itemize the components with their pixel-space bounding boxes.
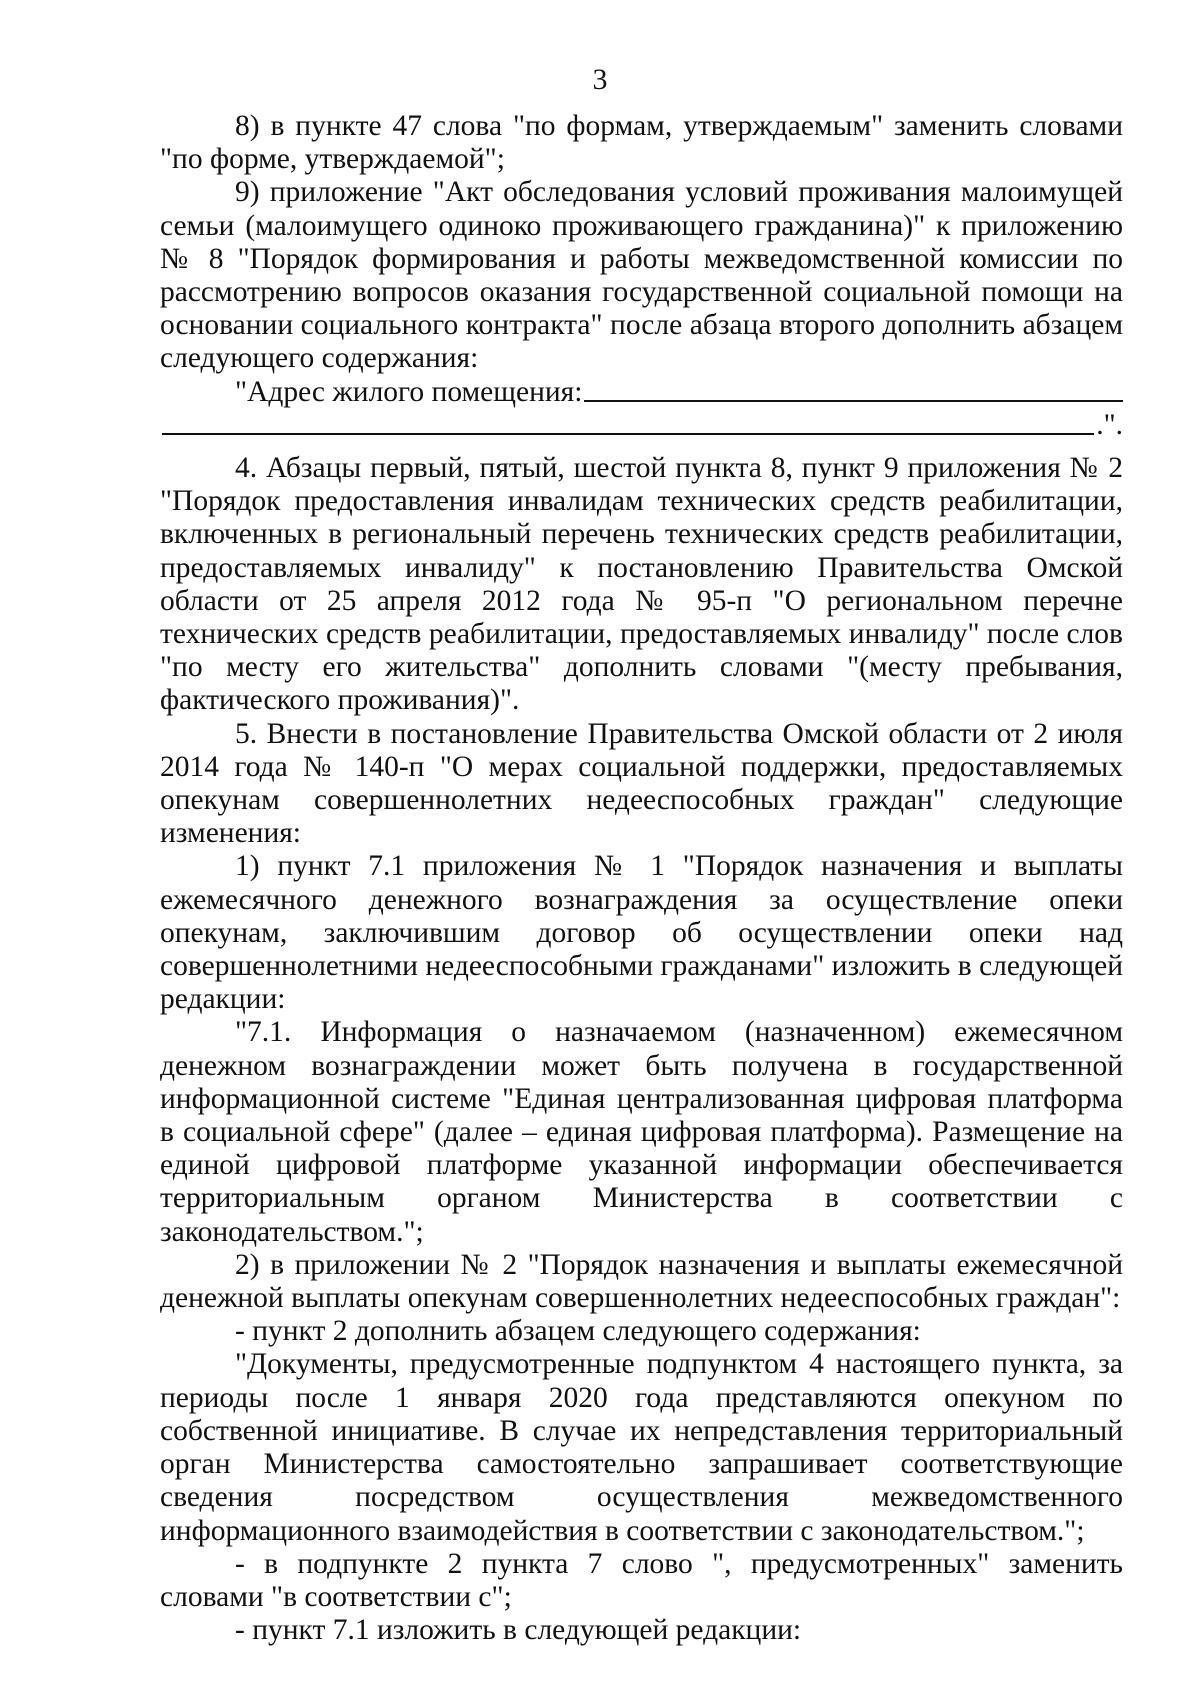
document-body: [160, 110, 1123, 1647]
address-fill-line: [160, 376, 1123, 409]
paragraph-item-8: 8) в пункте 47 слова "по формам, утверждаемым" заменить словами "по форме, утверждаемой";: [160, 110, 1123, 176]
paragraph-section-5-item-1: 1) пункт 7.1 приложения № 1 "Порядок назначения и выплаты ежемесячного денежного вознаграждения за осуществление опеки опекунам, заключившим договор об осуществлении опеки над совершеннолетними недееспособными гражданами" изложить в следующей редакции:: [160, 850, 1123, 1016]
address-continuation-line: [160, 409, 1123, 442]
paragraph-point-7-1-new: - пункт 7.1 изложить в следующей редакции:: [235, 1614, 802, 1647]
section-spacer: [160, 442, 1123, 452]
address-blank-rule: [584, 400, 1123, 402]
page-number: 3: [592, 63, 608, 96]
paragraph-section-4: 4. Абзацы первый, пятый, шестой пункта 8, пункт 9 приложения № 2 "Порядок предоставления инвалидам технических средств реабилитации, включенных в региональный перечень технических средств реабилитации, предоставляемых инвалиду" к постановлению Правительства Омской области от 25 апреля 2012 года № 95-п "О региональном перечне технических средств реабилитации, предоставляемых инвалиду" после слов "по месту его жительства" дополнить словами "(месту пребывания, фактического проживания)".: [160, 452, 1123, 717]
paragraph-section-5: 5. Внести в постановление Правительства Омской области от 2 июля 2014 года № 140-п "О мерах социальной поддержки, предоставляемых опекунам совершеннолетних недееспособных граждан" следующие изменения:: [160, 717, 1123, 850]
address-blank-rule-2: [162, 433, 1094, 435]
paragraph-documents-text: "Документы, предусмотренные подпунктом 4 настоящего пункта, за периоды после 1 января 2020 года представляются опекуном по собственной инициативе. В случае их непредставления территориальный орган Министерства самостоятельно запрашивает соответствующие сведения посредством осуществления межведомственного информационного взаимодействия в соответствии с законодательством.";: [160, 1348, 1123, 1547]
address-end-mark: .".: [1096, 408, 1123, 441]
paragraph-item-2-addition: - пункт 2 дополнить абзацем следующего содержания:: [235, 1315, 921, 1348]
paragraph-point-7-1-text: "7.1. Информация о назначаемом (назначенном) ежемесячном денежном вознаграждении может быть получена в государственной информационной системе "Единая централизованная цифровая платформа в социальной сфере" (далее – единая цифровая платформа). Размещение на единой цифровой платформе указанной информации обеспечивается территориальным органом Министерства в соответствии с законодательством.";: [160, 1016, 1123, 1248]
address-label: "Адрес жилого помещения:: [235, 375, 583, 408]
paragraph-item-9: 9) приложение "Акт обследования условий проживания малоимущей семьи (малоимущего одиноко проживающего гражданина)" к приложению № 8 "Порядок формирования и работы межведомственной комиссии по рассмотрению вопросов оказания государственной социальной помощи на основании социального контракта" после абзаца второго дополнить абзацем следующего содержания:: [160, 176, 1123, 375]
paragraph-section-5-item-2: 2) в приложении № 2 "Порядок назначения и выплаты ежемесячной денежной выплаты опекунам совершеннолетних недееспособных граждан":: [160, 1248, 1123, 1315]
paragraph-subitem-2-replace: - в подпункте 2 пункта 7 слово ", предусмотренных" заменить словами "в соответствии с";: [160, 1547, 1123, 1613]
